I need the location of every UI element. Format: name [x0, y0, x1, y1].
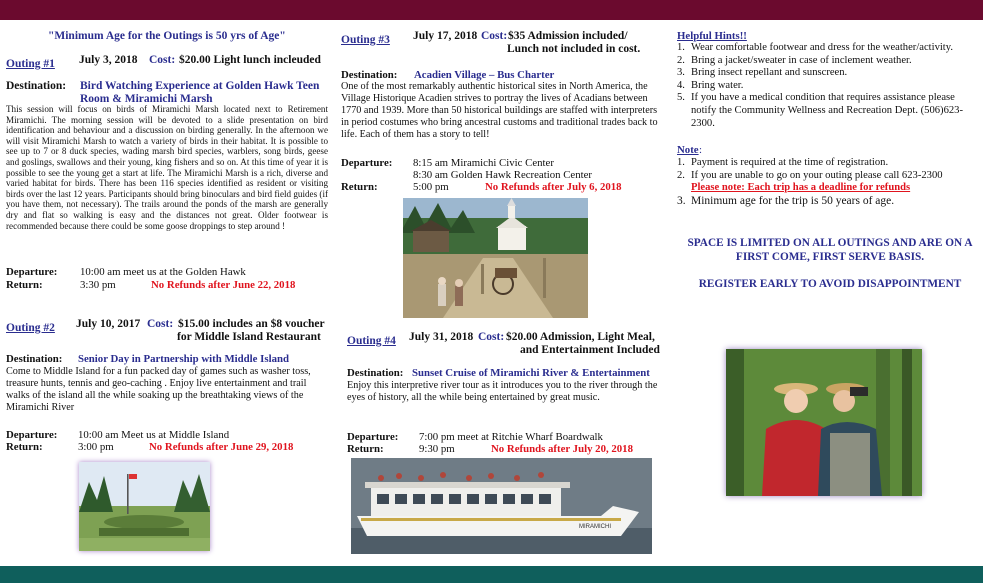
outing2-date: July 10, 2017: [76, 318, 141, 330]
outing3-body: One of the most remarkably authentic historical sites in North America, the Village Historique Acadien strives to portray the lives of Acadians between 1770 and 1939. More than 50 historical buildings are staffed with interpreters in period costumes who bring ancestral customs and traditional trades back to life. Each of them has a story to tell!: [341, 81, 658, 140]
note-title: Note: [677, 144, 699, 156]
outing3-cost-line2: Lunch not included in cost.: [507, 43, 641, 55]
outing4-return: 9:30 pm: [419, 443, 455, 455]
hint-item: 2. Bring a jacket/sweater in case of inclement weather.: [677, 54, 912, 66]
outing2-label[interactable]: Outing #2: [6, 322, 55, 334]
hint-item: 5. If you have a medical condition that requires assistance please notify the Community Wellness and Recreation Dept. (506)623-2300.: [677, 92, 963, 129]
outing4-label[interactable]: Outing #4: [347, 335, 396, 347]
boat-photo: [351, 458, 652, 554]
outing1-return: 3:30 pm: [80, 279, 116, 291]
outing4-body: Enjoy this interpretive river tour as it introduces you to the river through the eyes of history, all the while being entertained by great music.: [347, 380, 658, 403]
outing3-cost-label: Cost:: [481, 30, 508, 42]
hint-item: 3. Bring insect repellant and sunscreen.: [677, 67, 848, 79]
outing2-departure-label: Departure:: [6, 429, 58, 441]
outing1-dest-label: Destination:: [6, 80, 67, 92]
hint-item: 4. Bring water.: [677, 79, 744, 91]
outing2-return-label: Return:: [6, 441, 43, 453]
note-item-red: Please note: Each trip has a deadline for refunds: [691, 182, 911, 194]
note-item: 2. If you are unable to go on your outing please call 623-2300: [677, 169, 943, 181]
outing3-departure1: 8:15 am Miramichi Civic Center: [413, 157, 554, 169]
village-photo: [403, 198, 588, 318]
outing1-header: [6, 54, 326, 72]
register-notice: REGISTER EARLY TO AVOID DISAPPOINTMENT: [698, 278, 962, 290]
outing2-return: 3:00 pm: [78, 441, 114, 453]
outing1-refund: No Refunds after June 22, 2018: [151, 279, 296, 291]
outing4-date: July 31, 2018: [409, 331, 474, 343]
outing1-departure-label: Departure:: [6, 266, 58, 278]
outing1-date: July 3, 2018: [79, 54, 138, 66]
outing3-departure-label: Departure:: [341, 157, 393, 169]
hints-title: Helpful Hints!!: [677, 30, 747, 42]
boat-name-text: MIRAMICHI: [579, 524, 611, 530]
outing4-cost-line1: $20.00 Admission, Light Meal,: [506, 331, 655, 343]
outing3-date: July 17, 2018: [413, 30, 478, 42]
outing1-cost-label: Cost:: [149, 54, 176, 66]
outing4-dest: Sunset Cruise of Miramichi River & Entertainment: [412, 367, 650, 379]
outing2-cost-line2: for Middle Island Restaurant: [177, 331, 321, 343]
top-color-band: [0, 0, 983, 20]
outing1-label[interactable]: Outing #1: [6, 58, 55, 70]
outing2-cost-line1: $15.00 includes an $8 voucher: [178, 318, 325, 330]
outing4-cost-line2: and Entertainment Included: [520, 344, 660, 356]
note-item: 3. Minimum age for the trip is 50 years of age.: [677, 194, 895, 207]
outing3-dest: Acadien Village – Bus Charter: [414, 69, 555, 81]
note-item: 1. Payment is required at the time of registration.: [677, 157, 889, 168]
outing3-cost-line1: $35 Admission included/: [508, 30, 628, 42]
outing4-departure-label: Departure:: [347, 431, 399, 443]
outing2-dest: Senior Day in Partnership with Middle Island: [78, 353, 289, 365]
note-list: [677, 157, 977, 207]
outing1-return-label: Return:: [6, 279, 43, 291]
outing1-dest-line2: Room & Miramichi Marsh: [80, 93, 213, 105]
outing2-body: Come to Middle Island for a fun packed day of games such as washer toss, treasure hunts, tennis and geo-caching . Enjoy live entertainment and trail walks of the island all the while soaking up the breathtaking views of the Miramichi River: [6, 366, 311, 413]
hint-item: 1. Wear comfortable footwear and dress for the weather/activity.: [677, 42, 954, 53]
outing3-return-label: Return:: [341, 181, 378, 193]
outing1-body: This session will focus on birds of Miramichi Marsh located next to Retirement Miramichi. The morning session will be devoted to a slide presentation on bird identification and behaviour and a discussion on birding generally. In the afternoon we will visit Miramichi Marsh to watch a variety of birds in their habitat. It is possible to see up to 7 or 8 duck species, wading marsh bird species, warblers, song birds, geese and goslings, swallows and their young, king fishers and so on. At this time of year it is possible to see the young get a start at life. The Miramichi Marsh is a rich, diverse and varied habitat for birds. There has been 116 species identified as resident or visiting birds over the last 12 years. Participants should bring binoculars and bird field guides (if you have them, not necessary). The trails around the ponds of the marsh are generally dry and flat so walking is easy and the distances not great. Older footwear is recommended because there could be some goose droppings to step around !: [6, 104, 328, 231]
outing3-label[interactable]: Outing #3: [341, 34, 390, 46]
outing1-dest-line1: Bird Watching Experience at Golden Hawk Teen: [80, 80, 320, 92]
park-photo: [79, 462, 210, 551]
outing4-dest-label: Destination:: [347, 367, 404, 379]
outing1-cost: $20.00 Light lunch incleuded: [179, 54, 321, 66]
outing4-header: [347, 331, 667, 356]
outing2-header: [6, 318, 326, 343]
outing3-refund: No Refunds after July 6, 2018: [485, 181, 622, 193]
outing1-departure: 10:00 am meet us at the Golden Hawk: [80, 266, 246, 278]
outing2-departure: 10:00 am Meet us at Middle Island: [78, 429, 230, 441]
space-notice: SPACE IS LIMITED ON ALL OUTINGS AND ARE ON A FIRST COME, FIRST SERVE BASIS.: [687, 237, 973, 263]
outing4-departure: 7:00 pm meet at Ritchie Wharf Boardwalk: [419, 431, 603, 443]
outing4-return-label: Return:: [347, 443, 384, 455]
bottom-color-band: [0, 566, 983, 583]
birdwatchers-photo: [726, 349, 922, 496]
outing2-cost-label: Cost:: [147, 318, 174, 330]
outing4-refund: No Refunds after July 20, 2018: [491, 443, 633, 455]
outing3-dest-label: Destination:: [341, 69, 398, 81]
outing3-return: 5:00 pm: [413, 181, 449, 193]
outing2-refund: No Refunds after June 29, 2018: [149, 441, 294, 453]
outing2-dest-label: Destination:: [6, 353, 63, 365]
outing3-header: [341, 30, 661, 55]
hints-list: [677, 42, 977, 130]
outing3-departure2: 8:30 am Golden Hawk Recreation Center: [413, 169, 592, 181]
header-quote: "Minimum Age for the Outings is 50 yrs of Age": [48, 30, 286, 42]
outing4-cost-label: Cost:: [478, 331, 505, 343]
